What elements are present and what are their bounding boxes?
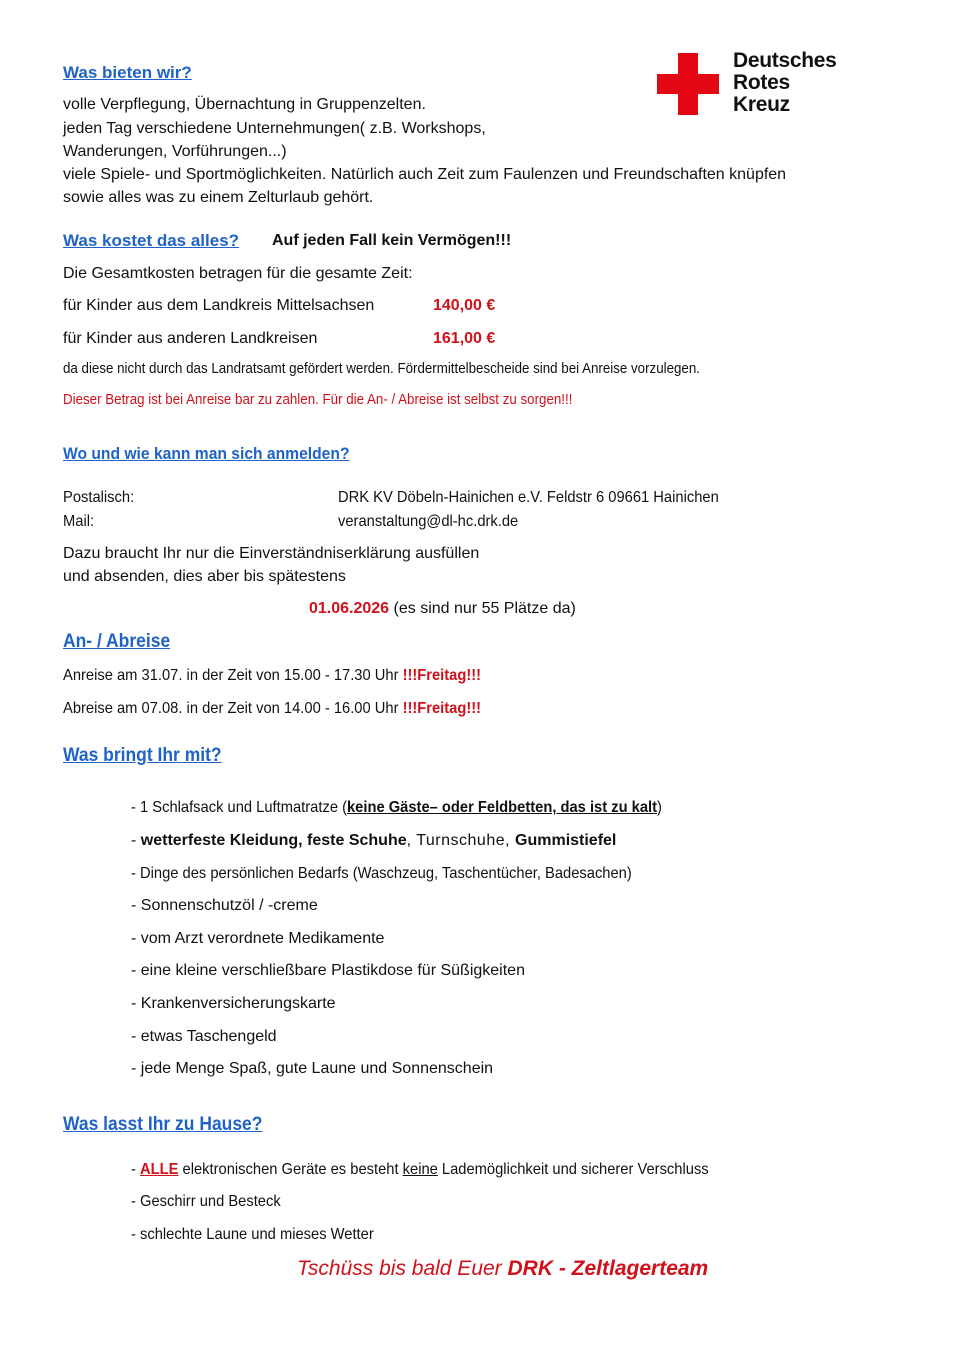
heading-costs: Was kostet das alles? bbox=[63, 231, 240, 250]
registration-text: Dazu braucht Ihr nur die Einverständniserklärung ausfüllen bbox=[63, 545, 480, 562]
leave-item: - ALLE elektronischen Geräte es besteht keine Lademöglichkeit und sicherer Verschluss bbox=[131, 1161, 709, 1178]
logo-text: Deutsches Rotes Kreuz bbox=[733, 49, 837, 116]
offer-line: sowie alles was zu einem Zelturlaub gehört. bbox=[63, 189, 374, 206]
cost-row-price: 140,00 € bbox=[433, 297, 496, 314]
heading-travel: An- / Abreise bbox=[63, 631, 171, 652]
heading-bring: Was bringt Ihr mit? bbox=[63, 745, 222, 766]
cost-row-price: 161,00 € bbox=[433, 330, 496, 347]
mail-address[interactable]: veranstaltung@dl-hc.drk.de bbox=[338, 513, 519, 530]
registration-text: und absenden, dies aber bis spätestens bbox=[63, 568, 346, 585]
footer-team: DRK - Zeltlagerteam bbox=[507, 1257, 709, 1280]
offer-line: volle Verpflegung, Übernachtung in Gruppenzelten. bbox=[63, 96, 426, 113]
bring-item: - Dinge des persönlichen Bedarfs (Waschzeug, Taschentücher, Badesachen) bbox=[131, 865, 632, 882]
footer-greeting: Tschüss bis bald Euer DRK - Zeltlagerteam bbox=[297, 1257, 709, 1280]
red-cross-icon bbox=[657, 53, 719, 115]
leave-item: - schlechte Laune und mieses Wetter bbox=[131, 1226, 374, 1243]
costs-intro: Die Gesamtkosten betragen für die gesamte Zeit: bbox=[63, 265, 413, 282]
offer-line: jeden Tag verschiedene Unternehmungen( z.B. Workshops, bbox=[63, 120, 486, 137]
all-highlight: ALLE bbox=[139, 1161, 179, 1178]
deadline-line bbox=[309, 598, 576, 620]
bring-item: - jede Menge Spaß, gute Laune und Sonnenschein bbox=[131, 1060, 494, 1077]
costs-warning: Dieser Betrag ist bei Anreise bar zu zahlen. Für die An- / Abreise ist selbst zu sorgen!!! bbox=[63, 392, 573, 408]
bring-item: - eine kleine verschließbare Plastikdose für Süßigkeiten bbox=[131, 962, 525, 979]
arrival-day: !!!Freitag!!! bbox=[402, 667, 482, 684]
cost-row-label: für Kinder aus dem Landkreis Mittelsachsen bbox=[63, 297, 375, 314]
heading-offer: Was bieten wir? bbox=[63, 63, 192, 82]
bring-item: - wetterfeste Kleidung, feste Schuhe, Turnschuhe, Gummistiefel bbox=[131, 832, 617, 849]
departure-line: Abreise am 07.08. in der Zeit von 14.00 - 16.00 Uhr !!!Freitag!!! bbox=[63, 700, 482, 717]
departure-day: !!!Freitag!!! bbox=[402, 700, 482, 717]
heading-leave: Was lasst Ihr zu Hause? bbox=[63, 1114, 263, 1135]
heading-registration: Wo und wie kann man sich anmelden? bbox=[63, 444, 350, 463]
bring-item: - vom Arzt verordnete Medikamente bbox=[131, 930, 385, 947]
cost-row-label: für Kinder aus anderen Landkreisen bbox=[63, 330, 318, 347]
leave-item: - Geschirr und Besteck bbox=[131, 1193, 281, 1210]
bring-item: - etwas Taschengeld bbox=[131, 1028, 277, 1045]
bring-item: - Krankenversicherungskarte bbox=[131, 995, 336, 1012]
costs-note: da diese nicht durch das Landratsamt gefördert werden. Fördermittelbescheide sind bei Anreise vorzulegen. bbox=[63, 361, 700, 377]
deadline-date: 01.06.2026 bbox=[309, 600, 390, 617]
offer-line: Wanderungen, Vorführungen...) bbox=[63, 143, 287, 160]
costs-tagline: Auf jeden Fall kein Vermögen!!! bbox=[272, 232, 512, 249]
places-note: (es sind nur 55 Plätze da) bbox=[389, 600, 576, 617]
postal-address: DRK KV Döbeln-Hainichen e.V. Feldstr 6 09661 Hainichen bbox=[338, 489, 719, 506]
postal-label: Postalisch: bbox=[63, 489, 135, 506]
bring-item: - Sonnenschutzöl / -creme bbox=[131, 897, 318, 914]
offer-line: viele Spiele- und Sportmöglichkeiten. Natürlich auch Zeit zum Faulenzen und Freundschaften knüpfen bbox=[63, 166, 787, 183]
mail-label: Mail: bbox=[63, 513, 95, 530]
arrival-line: Anreise am 31.07. in der Zeit von 15.00 - 17.30 Uhr !!!Freitag!!! bbox=[63, 667, 482, 684]
bring-item: - 1 Schlafsack und Luftmatratze (keine Gäste– oder Feldbetten, das ist zu kalt) bbox=[131, 799, 662, 816]
